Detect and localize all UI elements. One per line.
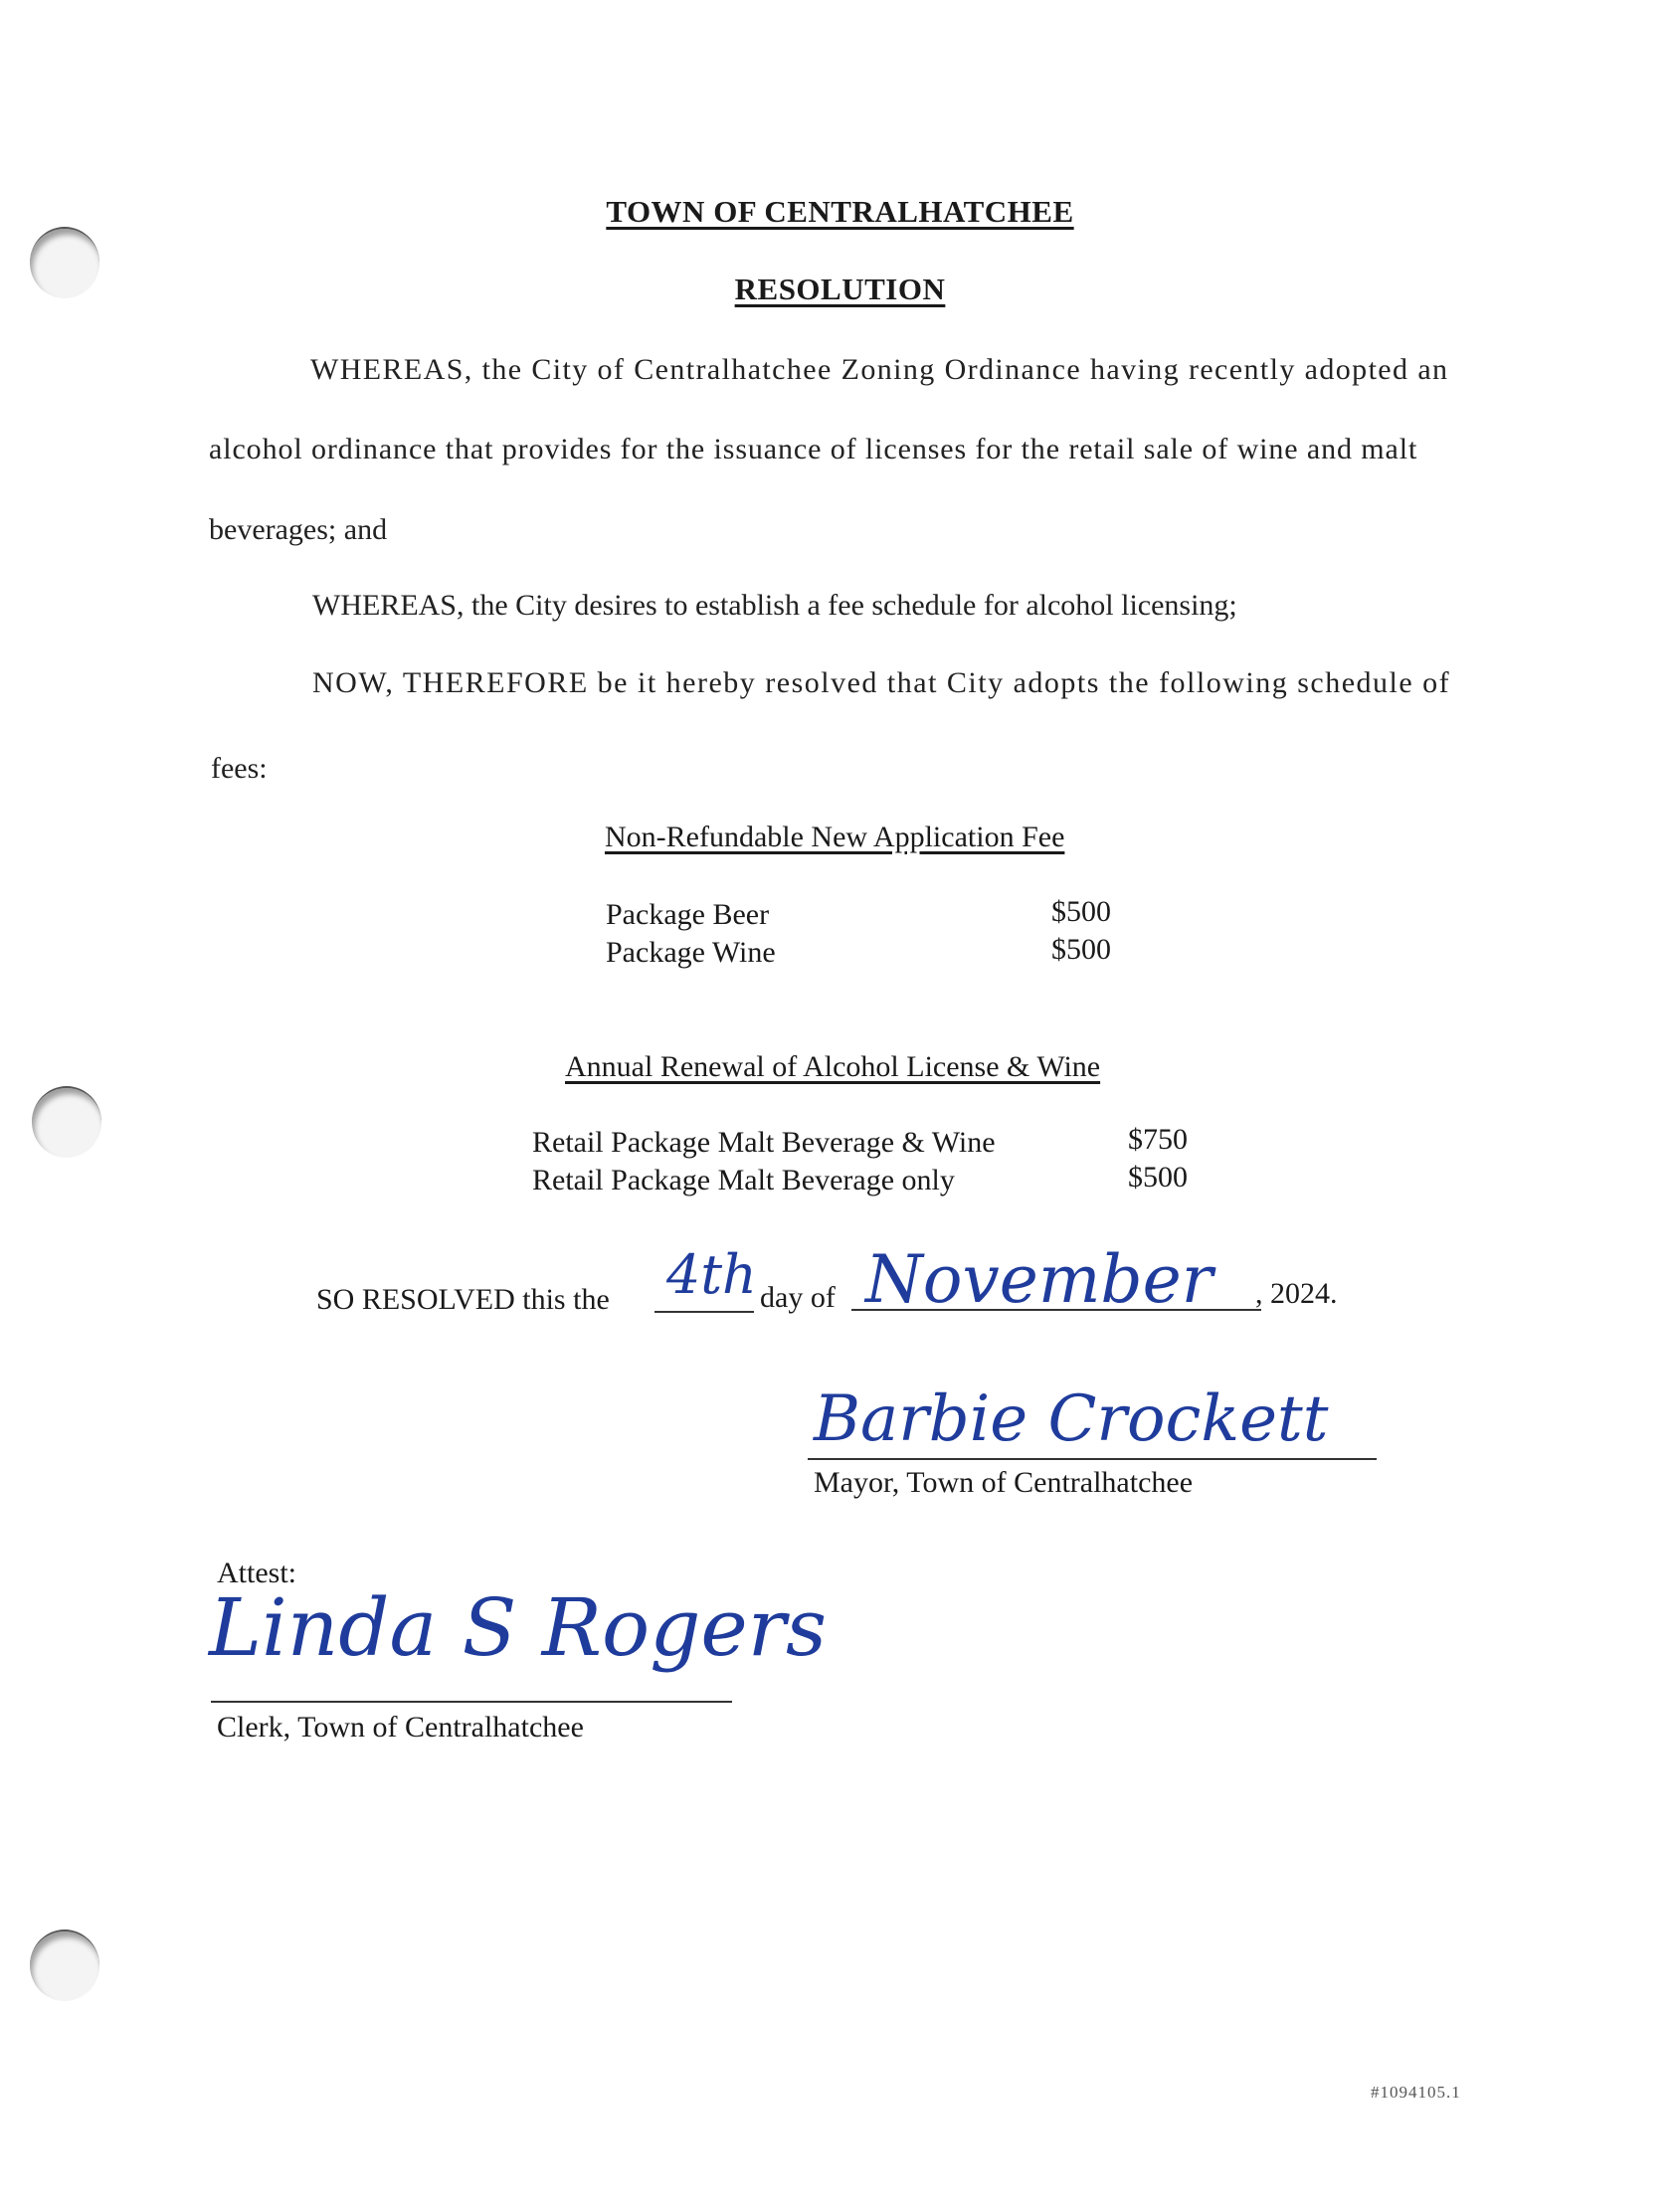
mayor-signature: Barbie Crockett — [814, 1382, 1329, 1456]
fee-item-amount: $500 — [1051, 895, 1111, 928]
new-application-fee-title: Non-Refundable New Application Fee — [605, 821, 1065, 853]
fee-item-amount: $750 — [1128, 1123, 1188, 1156]
clerk-signature: Linda S Rogers — [209, 1581, 828, 1674]
whereas-paragraph-2: WHEREAS, the City desires to establish a fee schedule for alcohol licensing; — [312, 589, 1237, 622]
now-therefore-line-1: NOW, THEREFORE be it hereby resolved that City adopts the following schedule of — [312, 666, 1451, 699]
whereas-paragraph-1-line-1: WHEREAS, the City of Centralhatchee Zoning Ordinance having recently adopted an — [310, 353, 1449, 386]
resolved-prefix: SO RESOLVED this the — [316, 1283, 610, 1316]
whereas-paragraph-1-line-3: beverages; and — [209, 513, 388, 546]
punch-hole-bottom — [30, 1929, 99, 2001]
fee-item-amount: $500 — [1051, 933, 1111, 966]
punch-hole-middle — [32, 1086, 101, 1158]
fee-item-label: Package Wine — [606, 936, 776, 969]
day-handwritten: 4th — [666, 1243, 757, 1306]
whereas-paragraph-1-line-2: alcohol ordinance that provides for the issuance of licenses for the retail sale of wine and malt — [209, 433, 1418, 465]
fee-item-label: Package Beer — [606, 898, 770, 931]
document-title: TOWN OF CENTRALHATCHEE — [606, 194, 1074, 229]
mayor-signature-line — [808, 1458, 1377, 1460]
resolved-middle: day of — [760, 1281, 836, 1314]
fee-item-label: Retail Package Malt Beverage & Wine — [532, 1126, 996, 1159]
annual-renewal-title: Annual Renewal of Alcohol License & Wine — [565, 1050, 1101, 1083]
mayor-caption: Mayor, Town of Centralhatchee — [814, 1466, 1194, 1499]
resolved-year: , 2024. — [1255, 1277, 1338, 1310]
fee-item-label: Retail Package Malt Beverage only — [532, 1164, 955, 1196]
fee-item-amount: $500 — [1128, 1161, 1188, 1193]
now-therefore-line-2: fees: — [211, 752, 268, 785]
day-blank — [654, 1311, 754, 1313]
document-number: #1094105.1 — [1371, 2083, 1461, 2102]
document-subtitle: RESOLUTION — [734, 272, 946, 306]
clerk-signature-line — [211, 1701, 732, 1703]
attest-label: Attest: — [217, 1557, 296, 1589]
clerk-caption: Clerk, Town of Centralhatchee — [217, 1711, 584, 1744]
month-handwritten: November — [865, 1241, 1213, 1318]
